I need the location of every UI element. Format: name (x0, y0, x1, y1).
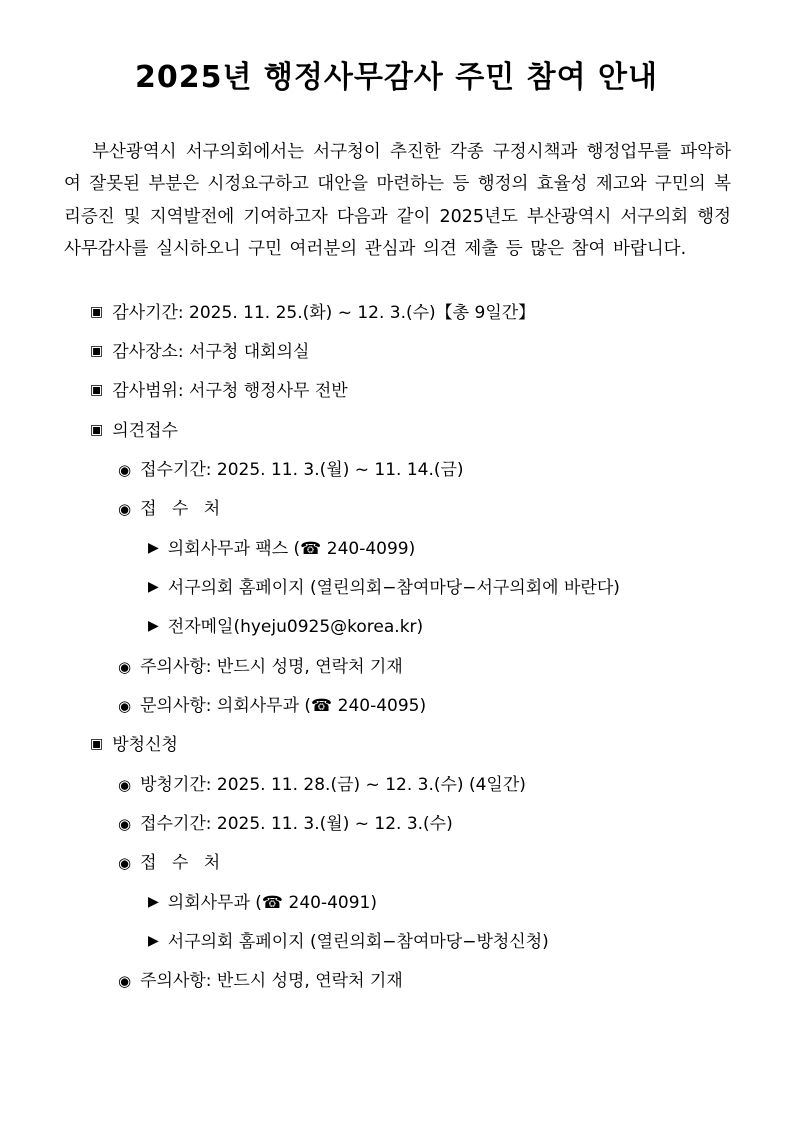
list-bullet-icon: ▶ (148, 933, 159, 949)
list-item-label: 의회사무과 팩스 (☎ 240-4099) (167, 538, 416, 559)
list-item (90, 378, 741, 404)
list-item (148, 614, 741, 640)
list-item-label: 접수기간: 2025. 11. 3.(월) ~ 11. 14.(금) (140, 459, 464, 480)
list-item-label: 의회사무과 (☎ 240-4091) (167, 892, 377, 913)
notice-item-list (52, 300, 741, 995)
list-item-label: 감사범위: 서구청 행정사무 전반 (112, 381, 348, 402)
list-item-label: 의견접수 (112, 420, 178, 441)
list-item (118, 850, 741, 876)
list-item (148, 536, 741, 562)
list-item (118, 654, 741, 680)
list-item (90, 418, 741, 444)
list-item (148, 575, 741, 601)
list-bullet-icon: ◉ (118, 972, 132, 991)
list-bullet-icon: ▣ (90, 736, 104, 753)
list-bullet-icon: ▣ (90, 342, 104, 359)
page-title: 2025년 행정사무감사 주민 참여 안내 (134, 60, 658, 95)
list-item-label: 서구의회 홈페이지 (열린의회−참여마당−서구의회에 바란다) (167, 577, 620, 598)
list-bullet-icon: ▣ (90, 421, 104, 438)
list-item (118, 968, 741, 994)
list-item (118, 811, 741, 837)
list-item (118, 693, 741, 719)
list-item (118, 457, 741, 483)
list-bullet-icon: ▣ (90, 382, 104, 399)
list-bullet-icon: ▶ (148, 578, 159, 595)
list-item-label: 전자메일(hyeju0925@korea.kr) (167, 617, 424, 638)
list-item-label: 주의사항: 반드시 성명, 연락처 기재 (140, 971, 403, 992)
list-bullet-icon: ◉ (118, 696, 132, 715)
list-item-label: 문의사항: 의회사무과 (☎ 240-4095) (140, 695, 427, 716)
list-item-label: 방청기간: 2025. 11. 28.(금) ~ 12. 3.(수) (4일간) (140, 774, 526, 795)
list-bullet-icon: ◉ (118, 460, 132, 479)
list-item (118, 496, 741, 522)
list-item (90, 339, 741, 365)
list-item-label: 감사장소: 서구청 대회의실 (112, 341, 310, 362)
list-bullet-icon: ◉ (118, 814, 132, 833)
list-item-label: 접 수 처 (140, 853, 226, 874)
list-bullet-icon: ◉ (118, 854, 132, 873)
list-item (148, 929, 741, 955)
list-bullet-icon: ◉ (118, 500, 132, 519)
list-item-label: 서구의회 홈페이지 (열린의회−참여마당−방청신청) (167, 932, 549, 952)
list-bullet-icon: ▶ (148, 893, 159, 910)
list-item-label: 접수기간: 2025. 11. 3.(월) ~ 12. 3.(수) (140, 813, 453, 834)
list-bullet-icon: ▶ (148, 618, 159, 635)
list-bullet-icon: ▣ (90, 303, 104, 320)
list-item-label: 감사기간: 2025. 11. 25.(화) ~ 12. 3.(수)【총 9일간】 (112, 302, 536, 323)
list-item (118, 772, 741, 798)
list-item-label: 접 수 처 (140, 499, 226, 520)
list-bullet-icon: ◉ (118, 657, 132, 676)
list-bullet-icon: ▶ (148, 539, 159, 556)
list-bullet-icon: ◉ (118, 775, 132, 794)
list-item-label: 주의사항: 반드시 성명, 연락처 기재 (140, 656, 403, 677)
list-item-label: 방청신청 (112, 735, 178, 756)
list-item (148, 890, 741, 916)
list-item (90, 732, 741, 758)
list-item (90, 300, 741, 326)
intro-paragraph: 부산광역시 서구의회에서는 서구청이 추진한 각종 구정시책과 행정업무를 파악하여 잘못된 부분은 시정요구하고 대안을 마련하는 등 행정의 효율성 제고와 구민의 복리증진 및 지역발전에 기여하고자 다음과 같이 2025년도 부산광역시 서구의회 행정사무감사를 실시하오니 구민 여러분의 관심과 의견 제출 등 많은 참여 바랍니다. (64, 142, 731, 260)
